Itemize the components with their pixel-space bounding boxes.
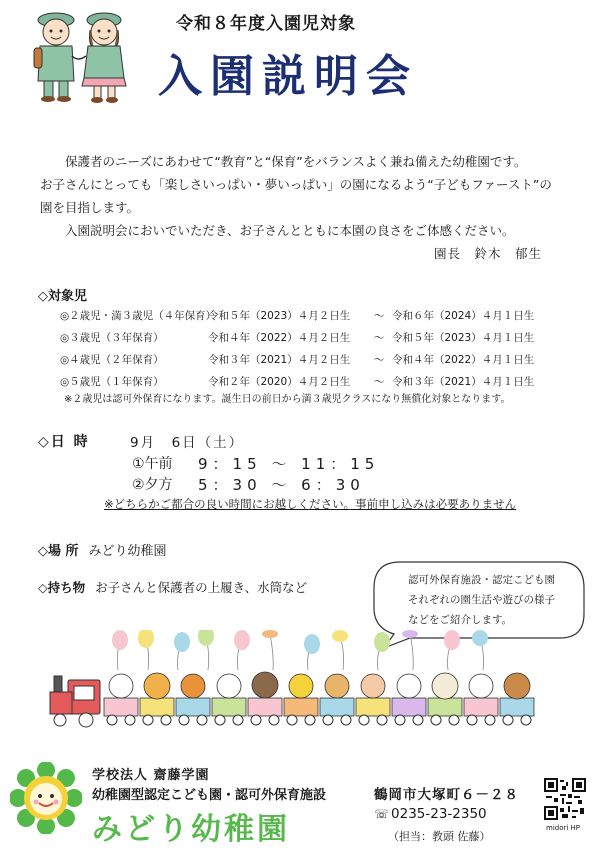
intro-line: 園を目指します。 <box>40 200 140 215</box>
intro-line: 入園説明会においでいただき、お子さんとともに本園の良さをご体感ください。 <box>65 223 515 238</box>
date-note: ※どちらかご都合の良い時間にお越しください。事前申し込みは必要ありません <box>104 497 517 511</box>
range-sep: ～ <box>373 375 385 388</box>
animal-train-illustration <box>48 630 548 735</box>
slot-time: 5：30 ～ 6：30 <box>198 476 365 494</box>
birth-from: 令和３年（2021）４月２日生 <box>208 353 351 366</box>
principal-signature: 園長 鈴木 郁生 <box>433 246 542 261</box>
address: 鶴岡市大塚町６－２８ <box>374 787 519 803</box>
children-illustration <box>26 6 138 106</box>
age-label: ◎４歳児（２年保育） <box>60 353 164 366</box>
place-value: みどり幼稚園 <box>88 544 167 559</box>
birth-to: 令和５年（2023）４月１日生 <box>392 331 535 344</box>
kindergarten-logo <box>10 762 82 834</box>
phone-number: 0235-23-2350 <box>391 806 487 822</box>
age-label: ◎２歳児・満３歳児（４年保育） <box>60 309 217 322</box>
slot-name: ①午前 <box>132 456 173 472</box>
birth-from: 令和５年（2023）４月２日生 <box>208 309 351 322</box>
qr-code-icon[interactable] <box>544 778 586 820</box>
place-heading: ◇場 所 <box>38 544 79 559</box>
phone-icon: ☏ <box>374 807 390 821</box>
telephone <box>374 806 487 822</box>
time-slot-morning <box>132 453 379 474</box>
range-sep: ～ <box>373 353 385 366</box>
event-subtitle: 令和８年度入園児対象 <box>176 14 356 34</box>
range-sep: ～ <box>373 331 385 344</box>
intro-text <box>40 150 570 265</box>
birth-from: 令和４年（2022）４月２日生 <box>208 331 351 344</box>
time-slot-evening <box>132 474 365 495</box>
target-table <box>60 304 542 392</box>
birth-to: 令和４年（2022）４月１日生 <box>392 353 535 366</box>
bubble-text <box>408 570 555 630</box>
table-row <box>60 304 542 326</box>
target-heading: ◇対象児 <box>38 289 87 304</box>
table-row <box>60 348 542 370</box>
institution-type: 幼稚園型認定こども園・認可外保育施設 <box>92 788 327 803</box>
corporation-name: 学校法人 齋藤学園 <box>92 768 210 783</box>
bubble-line: それぞれの園生活や遊びの様子 <box>408 594 555 606</box>
event-title: 入園説明会 <box>158 51 418 102</box>
bubble-line: などをご紹介します。 <box>408 614 513 626</box>
birth-to: 令和３年（2021）４月１日生 <box>392 375 535 388</box>
place-line <box>38 540 167 559</box>
intro-line: 保護者のニーズにあわせて“教育”と“保育”をバランスよく兼ね備えた幼稚園です。 <box>65 154 527 169</box>
birth-from: 令和２年（2020）４月２日生 <box>208 375 351 388</box>
qr-label: midori HP <box>546 824 581 832</box>
target-note: ※２歳児は認可外保育になります。誕生日の前日から満３歳児クラスになり無償化対象となります。 <box>64 394 511 405</box>
slot-time: 9：15 ～ 11：15 <box>198 455 380 473</box>
table-row <box>60 326 542 348</box>
range-sep: ～ <box>373 309 385 322</box>
birth-to: 令和６年（2024）４月１日生 <box>392 309 535 322</box>
items-line <box>38 578 307 596</box>
date-heading: ◇日 時 <box>38 434 90 450</box>
intro-line: お子さんにとっても「楽しさいっぱい・夢いっぱい」の園になるよう“子どもファースト”の <box>40 177 552 192</box>
table-row <box>60 370 542 392</box>
contact-person: （担当：教頭 佐藤） <box>388 830 491 843</box>
slot-name: ②夕方 <box>132 477 173 493</box>
items-heading: ◇持ち物 <box>38 580 86 595</box>
event-date: 9月 6日（土） <box>130 435 245 451</box>
age-label: ◎３歳児（３年保育） <box>60 331 164 344</box>
kindergarten-name: みどり幼稚園 <box>92 812 290 847</box>
items-value: お子さんと保護者の上履き、水筒など <box>95 580 308 595</box>
age-label: ◎５歳児（１年保育） <box>60 375 164 388</box>
bubble-line: 認可外保育施設・認定こども園 <box>408 574 555 586</box>
